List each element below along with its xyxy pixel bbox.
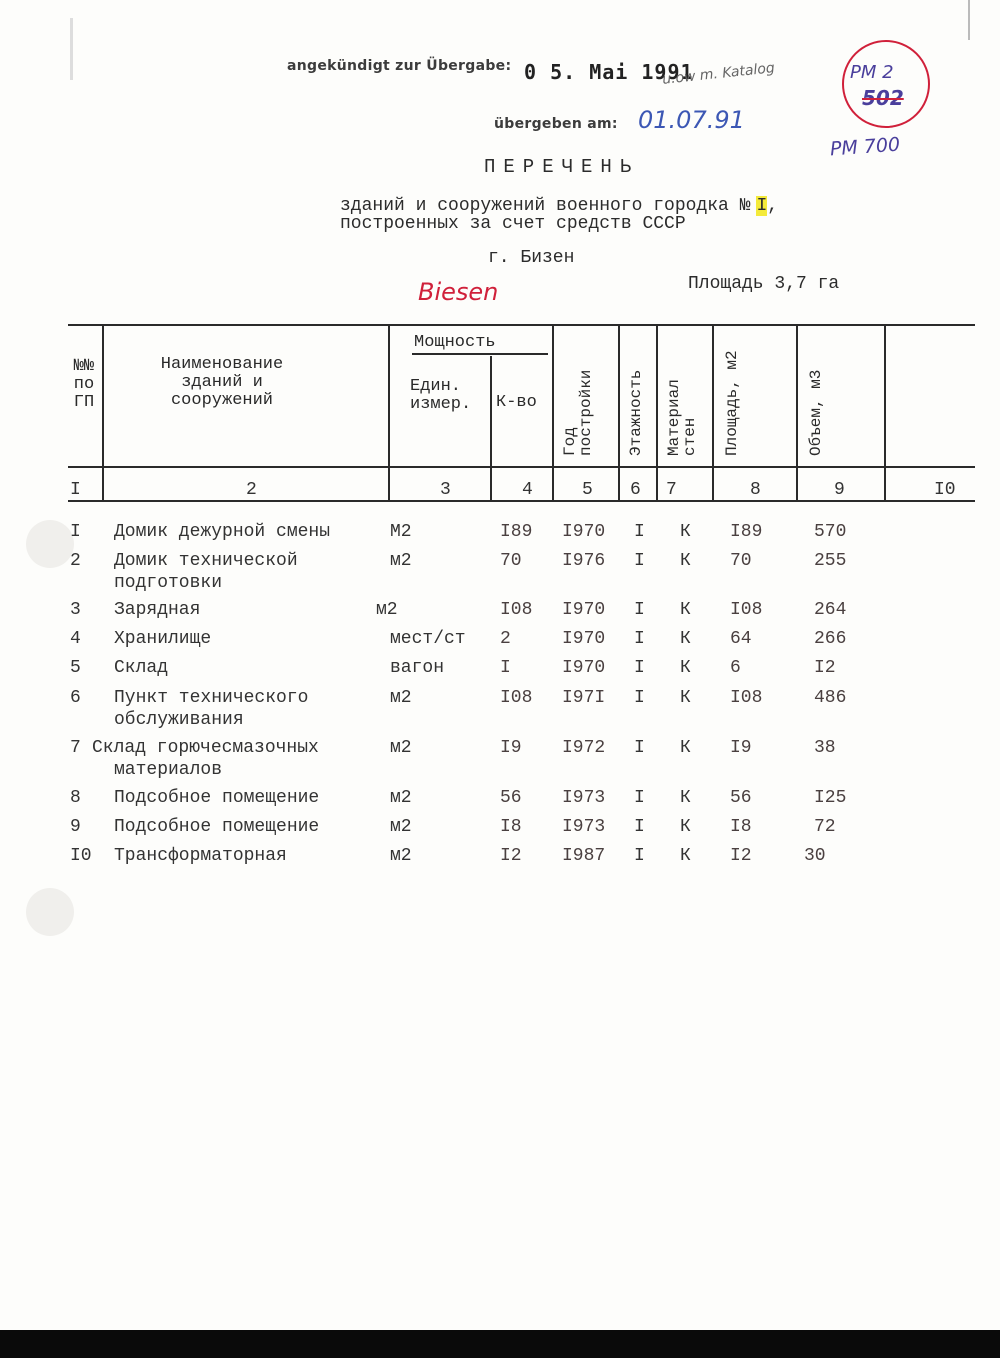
- row-unit: мест/ст: [390, 629, 466, 649]
- row-volume: 72: [814, 817, 836, 837]
- colnum-5: 5: [582, 480, 593, 500]
- circle-note-line2: 502: [862, 86, 904, 110]
- row-unit: м2: [390, 817, 412, 837]
- row-volume: 570: [814, 522, 847, 542]
- row-area: I9: [730, 738, 752, 758]
- row-no: I: [70, 522, 81, 542]
- row-material: К: [680, 658, 691, 678]
- row-area: I2: [730, 846, 752, 866]
- city: г. Бизен: [488, 248, 575, 268]
- row-floors: I: [634, 738, 645, 758]
- col-divider-8: [796, 324, 798, 500]
- colnum-3: 3: [440, 480, 451, 500]
- row-year: I987: [562, 846, 606, 866]
- col-divider-6: [656, 324, 658, 500]
- page-edge: [968, 0, 970, 40]
- row-year: I972: [562, 738, 606, 758]
- row-year: I973: [562, 788, 606, 808]
- punch-hole-top: [26, 520, 74, 568]
- row-material: К: [680, 688, 691, 708]
- row-name: Трансформаторная: [114, 846, 287, 866]
- row-qty: 56: [500, 788, 522, 808]
- row-unit: м2: [376, 600, 398, 620]
- row-qty: I08: [500, 688, 533, 708]
- row-area: I08: [730, 600, 763, 620]
- header-no: №№ по ГП: [73, 357, 95, 412]
- row-material: К: [680, 600, 691, 620]
- row-unit: вагон: [390, 658, 445, 678]
- colnum-1: I: [70, 480, 81, 500]
- announced-label: angekündigt zur Übergabe:: [287, 58, 512, 74]
- row-year: I976: [562, 551, 606, 571]
- subtitle-line1: [340, 196, 778, 216]
- handover-date-handwritten: 01.07.91: [638, 106, 745, 134]
- row-volume: 486: [814, 688, 847, 708]
- row-unit: м2: [390, 788, 412, 808]
- row-area: 56: [730, 788, 752, 808]
- row-no: 4: [70, 629, 81, 649]
- row-qty: I9: [500, 738, 522, 758]
- header-capacity: Мощность: [414, 333, 496, 352]
- row-volume: 38: [814, 738, 836, 758]
- row-unit: м2: [390, 738, 412, 758]
- row-volume: 264: [814, 600, 847, 620]
- row-name-line2: обслуживания: [114, 710, 244, 730]
- announced-date: 0 5. Mai 1991: [524, 60, 694, 84]
- col-divider-5: [618, 324, 620, 500]
- col-divider-1: [102, 324, 104, 500]
- red-circle-mark: [842, 40, 930, 128]
- row-year: I970: [562, 658, 606, 678]
- header-name: Наименование зданий и сооружений: [160, 355, 284, 410]
- subtitle-text: зданий и сооружений военного городка №: [340, 196, 751, 216]
- row-floors: I: [634, 629, 645, 649]
- row-volume: 255: [814, 551, 847, 571]
- colnum-4: 4: [522, 480, 533, 500]
- row-name: Подсобное помещение: [114, 788, 320, 808]
- table-colnum-line: [68, 500, 975, 502]
- table-header-line: [68, 466, 975, 468]
- col-divider-7: [712, 324, 714, 500]
- row-name: Домик технической: [114, 551, 298, 571]
- colnum-2: 2: [246, 480, 257, 500]
- row-name: Пункт технического: [114, 688, 309, 708]
- circle-note-line1: PM 2: [850, 62, 894, 83]
- row-year: I973: [562, 817, 606, 837]
- pm-note: PM 700: [829, 133, 901, 161]
- row-area: I8: [730, 817, 752, 837]
- colnum-9: 9: [834, 480, 845, 500]
- header-year: Год постройки: [561, 369, 595, 456]
- row-year: I970: [562, 629, 606, 649]
- row-floors: I: [634, 688, 645, 708]
- row-area: I89: [730, 522, 763, 542]
- row-no: 8: [70, 788, 81, 808]
- scan-bottom-border: [0, 1330, 1000, 1358]
- row-material: К: [680, 551, 691, 571]
- colnum-8: 8: [750, 480, 761, 500]
- punch-hole-bottom: [26, 888, 74, 936]
- town-number: I: [756, 196, 768, 216]
- row-floors: I: [634, 600, 645, 620]
- row-name: Склад горючесмазочных: [92, 738, 319, 758]
- row-material: К: [680, 738, 691, 758]
- col-divider-2: [388, 324, 390, 500]
- row-name-line2: материалов: [114, 760, 223, 780]
- col-divider-9: [884, 324, 886, 500]
- document-title: ПЕРЕЧЕНЬ: [484, 156, 640, 178]
- row-material: К: [680, 817, 691, 837]
- row-floors: I: [634, 846, 645, 866]
- colnum-7: 7: [666, 480, 677, 500]
- row-no: 3: [70, 600, 81, 620]
- row-name: Склад: [114, 658, 169, 678]
- row-material: К: [680, 846, 691, 866]
- row-material: К: [680, 788, 691, 808]
- row-name: Домик дежурной смены: [114, 522, 331, 542]
- row-no: 6: [70, 688, 81, 708]
- row-qty: I89: [500, 522, 533, 542]
- row-no: I0: [70, 846, 92, 866]
- row-unit: м2: [390, 551, 412, 571]
- staple-mark: [70, 18, 73, 80]
- row-floors: I: [634, 788, 645, 808]
- subtitle-line2: построенных за счет средств СССР: [340, 214, 686, 234]
- row-year: I970: [562, 600, 606, 620]
- col-divider-4: [552, 324, 554, 500]
- row-qty: I8: [500, 817, 522, 837]
- row-unit: М2: [390, 522, 412, 542]
- row-no: 7: [70, 738, 81, 758]
- row-unit: м2: [390, 846, 412, 866]
- row-year: I97I: [562, 688, 606, 708]
- colnum-10: I0: [934, 480, 956, 500]
- row-volume: 266: [814, 629, 847, 649]
- row-volume: 30: [804, 846, 826, 866]
- place-latin-handwritten: Biesen: [418, 278, 499, 306]
- header-volume: Объем, м3: [807, 369, 825, 456]
- row-qty: 70: [500, 551, 522, 571]
- header-unit: Един. измер.: [410, 377, 472, 414]
- row-qty: I: [500, 658, 511, 678]
- row-name: Хранилище: [114, 629, 212, 649]
- capacity-underline: [412, 353, 548, 355]
- row-unit: м2: [390, 688, 412, 708]
- col-divider-3: [490, 356, 492, 500]
- row-name: Зарядная: [114, 600, 201, 620]
- row-volume: I2: [814, 658, 836, 678]
- row-name: Подсобное помещение: [114, 817, 320, 837]
- row-area: 64: [730, 629, 752, 649]
- row-no: 9: [70, 817, 81, 837]
- table-top-line: [68, 324, 975, 326]
- row-area: 70: [730, 551, 752, 571]
- row-floors: I: [634, 817, 645, 837]
- row-area: I08: [730, 688, 763, 708]
- header-floors: Этажность: [627, 369, 645, 456]
- header-material: Материал стен: [665, 379, 699, 456]
- row-material: К: [680, 522, 691, 542]
- colnum-6: 6: [630, 480, 641, 500]
- header-qty: К-во: [496, 393, 537, 412]
- row-area: 6: [730, 658, 741, 678]
- row-material: К: [680, 629, 691, 649]
- subtitle-comma: ,: [767, 196, 779, 216]
- row-floors: I: [634, 522, 645, 542]
- row-qty: I08: [500, 600, 533, 620]
- header-area: Площадь, м2: [723, 350, 741, 456]
- handover-label: übergeben am:: [494, 116, 618, 132]
- row-volume: I25: [814, 788, 847, 808]
- row-year: I970: [562, 522, 606, 542]
- row-qty: 2: [500, 629, 511, 649]
- row-qty: I2: [500, 846, 522, 866]
- row-no: 5: [70, 658, 81, 678]
- handwritten-note: u.ow m. Katalog: [661, 60, 776, 88]
- row-floors: I: [634, 551, 645, 571]
- row-no: 2: [70, 551, 81, 571]
- area-total: Площадь 3,7 га: [688, 274, 840, 294]
- row-name-line2: подготовки: [114, 573, 223, 593]
- row-floors: I: [634, 658, 645, 678]
